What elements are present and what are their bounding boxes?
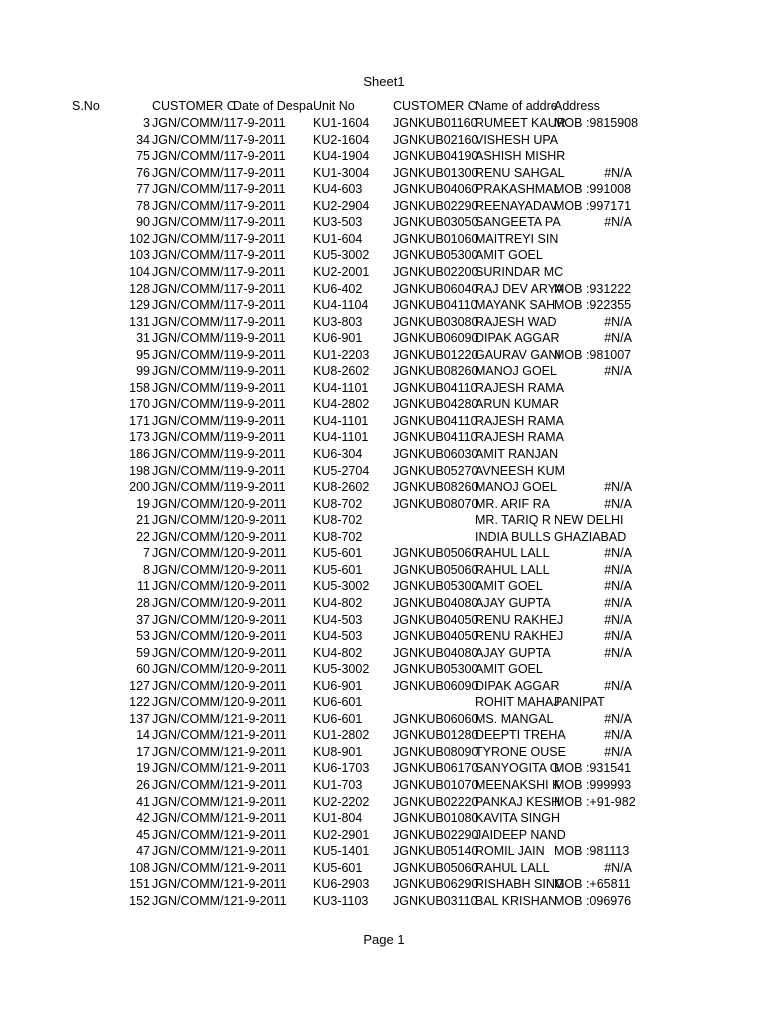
cell-customer-code: JGN/COMM/119-9-2011 xyxy=(152,397,286,412)
cell-sno: 170 xyxy=(129,397,150,412)
cell-sno: 173 xyxy=(129,430,150,445)
cell-sno: 151 xyxy=(129,877,150,892)
cell-unit-no: KU4-1104 xyxy=(313,298,369,313)
cell-name: RAJESH RAMA xyxy=(475,413,564,428)
cell-name: RAJESH RAMA xyxy=(475,380,564,395)
cell-sno: 45 xyxy=(136,827,150,842)
cell-sno: 102 xyxy=(129,231,150,246)
cell-customer-code: JGN/COMM/117-9-2011 xyxy=(152,132,286,147)
cell-sno: 131 xyxy=(129,314,150,329)
cell-name: GAURAV GANI xyxy=(475,347,561,362)
cell-sno: 59 xyxy=(136,645,150,660)
cell-address: MOB :922355 xyxy=(554,298,632,313)
cell-unit-no: KU4-503 xyxy=(313,629,363,644)
cell-unit-no: KU6-901 xyxy=(313,331,363,346)
cell-sno: 103 xyxy=(129,248,150,263)
cell-customer-code-2: JGNKUB03080 xyxy=(393,314,479,329)
cell-address: MOB :991008 xyxy=(554,182,632,197)
cell-sno: 152 xyxy=(129,893,150,908)
cell-customer-code-2: JGNKUB01060 xyxy=(393,231,479,246)
cell-address: #N/A xyxy=(604,215,632,230)
header-date-of-despatch: Date of Despa xyxy=(233,99,313,113)
cell-name: MANOJ GOEL xyxy=(475,364,557,379)
cell-address: MOB :931541 xyxy=(554,761,632,776)
cell-customer-code-2: JGNKUB04080 xyxy=(393,595,479,610)
cell-name: INDIA BULLS xyxy=(475,529,551,544)
cell-customer-code: JGN/COMM/119-9-2011 xyxy=(152,463,286,478)
cell-customer-code-2: JGNKUB06290 xyxy=(393,877,479,892)
cell-unit-no: KU5-601 xyxy=(313,546,363,561)
cell-customer-code-2: JGNKUB04050 xyxy=(393,612,479,627)
cell-customer-code: JGN/COMM/117-9-2011 xyxy=(152,298,286,313)
cell-customer-code-2: JGNKUB01220 xyxy=(393,347,479,362)
cell-customer-code: JGN/COMM/121-9-2011 xyxy=(152,877,287,892)
cell-sno: 19 xyxy=(136,496,150,511)
cell-customer-code: JGN/COMM/119-9-2011 xyxy=(152,447,286,461)
cell-name: ARUN KUMAR xyxy=(475,397,560,412)
cell-unit-no: KU6-1703 xyxy=(313,761,370,776)
cell-sno: 198 xyxy=(129,463,150,478)
cell-customer-code: JGN/COMM/119-9-2011 xyxy=(152,331,286,346)
cell-address: #N/A xyxy=(604,165,632,180)
cell-unit-no: KU1-804 xyxy=(313,811,363,826)
header-name-of-addressee: Name of addre xyxy=(475,99,558,113)
cell-unit-no: KU5-3002 xyxy=(313,662,370,677)
cell-address: #N/A xyxy=(604,579,632,594)
cell-name: RAJ DEV ARYA xyxy=(475,281,564,296)
page-number: Page 1 xyxy=(363,932,405,947)
cell-address: #N/A xyxy=(604,678,632,693)
cell-unit-no: KU8-2602 xyxy=(313,480,370,495)
cell-unit-no: KU4-2802 xyxy=(313,397,370,412)
cell-unit-no: KU4-1101 xyxy=(313,430,369,445)
cell-customer-code-2: JGNKUB08260 xyxy=(393,364,479,379)
cell-unit-no: KU1-703 xyxy=(313,778,363,792)
cell-address: MOB :9815908 xyxy=(554,116,639,130)
cell-sno: 78 xyxy=(136,198,150,213)
cell-customer-code: JGN/COMM/117-9-2011 xyxy=(152,314,286,329)
cell-address: #N/A xyxy=(604,744,632,759)
cell-name: DEEPTI TREHA xyxy=(475,728,566,743)
cell-sno: 31 xyxy=(136,331,150,346)
cell-customer-code-2: JGNKUB05300 xyxy=(393,579,479,594)
cell-sno: 104 xyxy=(129,264,150,279)
cell-name: RAHUL LALL xyxy=(475,860,550,875)
cell-name: TYRONE OUSE xyxy=(475,744,566,759)
cell-customer-code-2: JGNKUB08090 xyxy=(393,744,479,759)
cell-customer-code-2: JGNKUB04190 xyxy=(393,149,479,164)
cell-name: MR. TARIQ R xyxy=(475,513,551,528)
cell-address: #N/A xyxy=(604,314,632,329)
cell-customer-code-2: JGNKUB01070 xyxy=(393,778,479,792)
cell-unit-no: KU6-601 xyxy=(313,695,363,710)
cell-sno: 28 xyxy=(136,595,150,610)
cell-customer-code: JGN/COMM/119-9-2011 xyxy=(152,480,286,495)
cell-unit-no: KU5-3002 xyxy=(313,248,370,263)
cell-customer-code-2: JGNKUB05300 xyxy=(393,662,479,677)
cell-customer-code: JGN/COMM/120-9-2011 xyxy=(152,645,287,660)
cell-sno: 41 xyxy=(136,794,150,809)
cell-customer-code-2: JGNKUB02200 xyxy=(393,264,479,279)
cell-name: SANYOGITA G xyxy=(475,761,560,776)
cell-customer-code-2: JGNKUB05140 xyxy=(393,844,479,859)
cell-address: #N/A xyxy=(604,562,632,577)
cell-unit-no: KU5-601 xyxy=(313,860,363,875)
cell-name: AVNEESH KUM xyxy=(475,463,566,478)
cell-name: AJAY GUPTA xyxy=(475,645,551,660)
cell-name: AMIT GOEL xyxy=(475,248,543,263)
cell-name: MAYANK SAH xyxy=(475,298,556,313)
cell-unit-no: KU3-803 xyxy=(313,314,363,329)
cell-name: RAHUL LALL xyxy=(475,546,550,561)
header-customer-code-2: CUSTOMER C xyxy=(393,99,477,113)
cell-customer-code: JGN/COMM/120-9-2011 xyxy=(152,579,287,594)
cell-sno: 99 xyxy=(136,364,150,379)
cell-customer-code-2: JGNKUB05270 xyxy=(393,463,479,478)
cell-address: MOB :999993 xyxy=(554,778,632,792)
cell-address: #N/A xyxy=(604,496,632,511)
cell-customer-code: JGN/COMM/120-9-2011 xyxy=(152,562,287,577)
cell-address: MOB :+65811 xyxy=(554,877,631,892)
cell-customer-code: JGN/COMM/117-9-2011 xyxy=(152,248,286,263)
cell-name: MEENAKSHI K xyxy=(475,778,561,792)
cell-sno: 34 xyxy=(136,132,150,147)
cell-unit-no: KU2-2904 xyxy=(313,198,370,213)
cell-unit-no: KU5-3002 xyxy=(313,579,370,594)
cell-unit-no: KU3-503 xyxy=(313,215,363,230)
cell-customer-code-2: JGNKUB04060 xyxy=(393,182,479,197)
cell-name: REENAYADAV xyxy=(475,198,558,213)
cell-customer-code-2: JGNKUB06040 xyxy=(393,281,479,296)
cell-address: MOB :997171 xyxy=(554,198,632,213)
sheet-title: Sheet1 xyxy=(363,74,405,89)
cell-sno: 137 xyxy=(129,711,150,726)
cell-sno: 75 xyxy=(136,149,150,164)
cell-name: RAHUL LALL xyxy=(475,562,550,577)
cell-unit-no: KU1-2802 xyxy=(313,728,370,743)
cell-address: #N/A xyxy=(604,645,632,660)
cell-address: #N/A xyxy=(604,364,632,379)
cell-sno: 14 xyxy=(136,728,150,743)
cell-sno: 129 xyxy=(129,298,150,313)
cell-customer-code-2: JGNKUB02290 xyxy=(393,827,479,842)
cell-name: SURINDAR MC xyxy=(475,264,564,279)
cell-unit-no: KU4-503 xyxy=(313,612,363,627)
cell-name: DIPAK AGGAR xyxy=(475,331,560,346)
cell-address: #N/A xyxy=(604,711,632,726)
cell-unit-no: KU2-1604 xyxy=(313,132,370,147)
cell-customer-code: JGN/COMM/119-9-2011 xyxy=(152,430,286,445)
cell-name: RAJESH WAD xyxy=(475,314,557,329)
cell-customer-code-2: JGNKUB01280 xyxy=(393,728,479,743)
cell-name: MAITREYI SIN xyxy=(475,231,559,246)
cell-customer-code-2: JGNKUB06170 xyxy=(393,761,479,776)
cell-address: GHAZIABAD xyxy=(554,529,627,544)
cell-name: PANKAJ KESH xyxy=(475,794,561,809)
cell-customer-code: JGN/COMM/120-9-2011 xyxy=(152,595,287,610)
cell-customer-code-2: JGNKUB03050 xyxy=(393,215,479,230)
cell-customer-code-2: JGNKUB06090 xyxy=(393,331,479,346)
cell-sno: 76 xyxy=(136,165,150,180)
cell-customer-code-2: JGNKUB06060 xyxy=(393,711,479,726)
cell-name: ASHISH MISHR xyxy=(475,149,566,164)
cell-unit-no: KU4-1101 xyxy=(313,413,369,428)
cell-customer-code-2: JGNKUB04280 xyxy=(393,397,479,412)
cell-sno: 21 xyxy=(136,513,150,528)
cell-address: NEW DELHI xyxy=(554,513,624,528)
cell-customer-code: JGN/COMM/121-9-2011 xyxy=(152,794,287,809)
cell-customer-code: JGN/COMM/117-9-2011 xyxy=(152,165,286,180)
cell-name: VISHESH UPA xyxy=(475,132,559,147)
cell-customer-code: JGN/COMM/117-9-2011 xyxy=(152,182,286,197)
cell-address: #N/A xyxy=(604,728,632,743)
cell-name: AJAY GUPTA xyxy=(475,595,551,610)
cell-customer-code-2: JGNKUB02290 xyxy=(393,198,479,213)
cell-unit-no: KU8-702 xyxy=(313,496,363,511)
cell-unit-no: KU4-802 xyxy=(313,645,363,660)
cell-customer-code: JGN/COMM/117-9-2011 xyxy=(152,281,286,296)
cell-address: MOB :931222 xyxy=(554,281,632,296)
cell-customer-code-2: JGNKUB02160 xyxy=(393,132,479,147)
cell-unit-no: KU6-601 xyxy=(313,711,363,726)
cell-sno: 11 xyxy=(137,579,150,594)
cell-unit-no: KU1-2203 xyxy=(313,347,370,362)
cell-address: MOB :096976 xyxy=(554,893,632,908)
cell-unit-no: KU1-604 xyxy=(313,231,363,246)
cell-customer-code-2: JGNKUB08260 xyxy=(393,480,479,495)
cell-customer-code: JGN/COMM/117-9-2011 xyxy=(152,264,286,279)
cell-name: RENU RAKHEJ xyxy=(475,612,564,627)
cell-name: RENU RAKHEJ xyxy=(475,629,564,644)
cell-unit-no: KU8-2602 xyxy=(313,364,370,379)
cell-customer-code: JGN/COMM/117-9-2011 xyxy=(152,149,286,164)
cell-customer-code: JGN/COMM/120-9-2011 xyxy=(152,529,287,544)
cell-unit-no: KU4-603 xyxy=(313,182,363,197)
cell-customer-code-2: JGNKUB04110 xyxy=(393,380,478,395)
cell-unit-no: KU1-3004 xyxy=(313,165,370,180)
cell-customer-code-2: JGNKUB01160 xyxy=(393,116,478,130)
cell-address: MOB :981007 xyxy=(554,347,632,362)
cell-customer-code: JGN/COMM/117-9-2011 xyxy=(152,116,286,130)
header-unit-no: Unit No xyxy=(313,99,355,113)
cell-unit-no: KU8-702 xyxy=(313,513,363,528)
cell-sno: 42 xyxy=(136,811,150,826)
cell-unit-no: KU4-802 xyxy=(313,595,363,610)
cell-sno: 37 xyxy=(136,612,150,627)
cell-customer-code-2: JGNKUB05060 xyxy=(393,546,479,561)
cell-sno: 3 xyxy=(143,116,150,130)
cell-sno: 53 xyxy=(136,629,150,644)
cell-sno: 186 xyxy=(129,447,150,461)
cell-customer-code: JGN/COMM/120-9-2011 xyxy=(152,612,287,627)
cell-sno: 127 xyxy=(129,678,150,693)
cell-address: #N/A xyxy=(604,480,632,495)
cell-unit-no: KU3-1103 xyxy=(313,893,369,908)
cell-customer-code: JGN/COMM/121-9-2011 xyxy=(152,893,287,908)
cell-address: MOB :+91-982 xyxy=(554,794,636,809)
cell-customer-code-2: JGNKUB04050 xyxy=(393,629,479,644)
cell-name: JAIDEEP NAND xyxy=(475,827,566,842)
cell-customer-code: JGN/COMM/120-9-2011 xyxy=(152,496,287,511)
cell-address: #N/A xyxy=(604,331,632,346)
cell-unit-no: KU4-1101 xyxy=(313,380,369,395)
cell-name: KAVITA SINGH xyxy=(475,811,560,826)
cell-customer-code: JGN/COMM/121-9-2011 xyxy=(152,761,287,776)
cell-customer-code: JGN/COMM/121-9-2011 xyxy=(152,827,287,842)
cell-customer-code: JGN/COMM/119-9-2011 xyxy=(152,364,286,379)
cell-sno: 7 xyxy=(143,546,150,561)
cell-customer-code-2: JGNKUB01080 xyxy=(393,811,479,826)
cell-sno: 122 xyxy=(129,695,150,710)
cell-address: #N/A xyxy=(604,629,632,644)
cell-name: MS. MANGAL xyxy=(475,711,554,726)
cell-sno: 108 xyxy=(129,860,150,875)
cell-address: #N/A xyxy=(604,595,632,610)
cell-address: #N/A xyxy=(604,612,632,627)
cell-name: AMIT RANJAN xyxy=(475,447,559,461)
cell-customer-code: JGN/COMM/121-9-2011 xyxy=(152,744,287,759)
cell-customer-code: JGN/COMM/117-9-2011 xyxy=(152,215,286,230)
cell-address: MOB :981113 xyxy=(554,844,630,859)
cell-customer-code-2: JGNKUB06030 xyxy=(393,447,479,461)
cell-sno: 171 xyxy=(129,413,150,428)
cell-customer-code-2: JGNKUB05060 xyxy=(393,562,479,577)
cell-name: AMIT GOEL xyxy=(475,662,543,677)
cell-customer-code-2: JGNKUB03110 xyxy=(393,893,478,908)
cell-unit-no: KU2-2901 xyxy=(313,827,370,842)
cell-sno: 47 xyxy=(136,844,150,859)
cell-customer-code-2: JGNKUB05060 xyxy=(393,860,479,875)
cell-sno: 26 xyxy=(136,778,150,792)
cell-name: SANGEETA PA xyxy=(475,215,561,230)
cell-unit-no: KU6-901 xyxy=(313,678,363,693)
cell-customer-code-2: JGNKUB04110 xyxy=(393,298,478,313)
cell-sno: 128 xyxy=(129,281,150,296)
cell-name: DIPAK AGGAR xyxy=(475,678,560,693)
cell-customer-code: JGN/COMM/121-9-2011 xyxy=(152,711,287,726)
cell-unit-no: KU5-601 xyxy=(313,562,363,577)
cell-customer-code: JGN/COMM/119-9-2011 xyxy=(152,380,286,395)
cell-unit-no: KU6-2903 xyxy=(313,877,370,892)
cell-address: #N/A xyxy=(604,860,632,875)
cell-sno: 200 xyxy=(129,480,150,495)
cell-name: RENU SAHGAL xyxy=(475,165,565,180)
cell-unit-no: KU8-702 xyxy=(313,529,363,544)
header-address: Address xyxy=(554,99,600,113)
cell-unit-no: KU6-402 xyxy=(313,281,363,296)
cell-customer-code: JGN/COMM/117-9-2011 xyxy=(152,231,286,246)
cell-name: ROHIT MAHAJ xyxy=(475,695,560,710)
cell-unit-no: KU4-1904 xyxy=(313,149,370,164)
cell-name: AMIT GOEL xyxy=(475,579,543,594)
cell-sno: 90 xyxy=(136,215,150,230)
cell-customer-code: JGN/COMM/121-9-2011 xyxy=(152,728,287,743)
cell-unit-no: KU1-1604 xyxy=(313,116,370,130)
cell-unit-no: KU2-2001 xyxy=(313,264,370,279)
cell-customer-code: JGN/COMM/120-9-2011 xyxy=(152,513,287,528)
cell-name: RUMEET KAUR xyxy=(475,116,566,130)
cell-customer-code: JGN/COMM/120-9-2011 xyxy=(152,678,287,693)
cell-customer-code-2: JGNKUB04080 xyxy=(393,645,479,660)
cell-unit-no: KU2-2202 xyxy=(313,794,370,809)
cell-sno: 77 xyxy=(136,182,150,197)
cell-unit-no: KU8-901 xyxy=(313,744,363,759)
cell-customer-code-2: JGNKUB01300 xyxy=(393,165,479,180)
cell-name: PRAKASHMAL xyxy=(475,182,561,197)
cell-customer-code-2: JGNKUB05300 xyxy=(393,248,479,263)
cell-sno: 8 xyxy=(143,562,150,577)
cell-address: PANIPAT xyxy=(554,695,605,710)
cell-customer-code: JGN/COMM/117-9-2011 xyxy=(152,198,286,213)
cell-customer-code: JGN/COMM/121-9-2011 xyxy=(152,860,287,875)
cell-customer-code: JGN/COMM/121-9-2011 xyxy=(152,778,287,792)
cell-unit-no: KU5-2704 xyxy=(313,463,370,478)
cell-sno: 19 xyxy=(136,761,150,776)
header-sno: S.No xyxy=(72,99,100,113)
cell-name: MR. ARIF RA xyxy=(475,496,551,511)
cell-unit-no: KU5-1401 xyxy=(313,844,370,859)
cell-address: #N/A xyxy=(604,546,632,561)
header-customer-code: CUSTOMER C xyxy=(152,99,236,113)
cell-customer-code: JGN/COMM/120-9-2011 xyxy=(152,629,287,644)
cell-sno: 158 xyxy=(129,380,150,395)
cell-customer-code-2: JGNKUB06090 xyxy=(393,678,479,693)
cell-customer-code: JGN/COMM/120-9-2011 xyxy=(152,695,287,710)
cell-customer-code: JGN/COMM/119-9-2011 xyxy=(152,347,286,362)
cell-customer-code-2: JGNKUB04110 xyxy=(393,430,478,445)
cell-customer-code: JGN/COMM/119-9-2011 xyxy=(152,413,286,428)
cell-sno: 60 xyxy=(136,662,150,677)
cell-sno: 95 xyxy=(136,347,150,362)
cell-customer-code-2: JGNKUB08070 xyxy=(393,496,479,511)
cell-sno: 17 xyxy=(136,744,150,759)
cell-customer-code: JGN/COMM/120-9-2011 xyxy=(152,662,287,677)
cell-unit-no: KU6-304 xyxy=(313,447,363,461)
cell-name: RAJESH RAMA xyxy=(475,430,564,445)
cell-name: RISHABH SING xyxy=(475,877,565,892)
cell-customer-code-2: JGNKUB04110 xyxy=(393,413,478,428)
cell-name: MANOJ GOEL xyxy=(475,480,557,495)
cell-customer-code: JGN/COMM/121-9-2011 xyxy=(152,811,287,826)
cell-name: BAL KRISHAN xyxy=(475,893,558,908)
cell-customer-code: JGN/COMM/120-9-2011 xyxy=(152,546,287,561)
cell-name: ROMIL JAIN xyxy=(475,844,545,859)
cell-sno: 22 xyxy=(136,529,150,544)
cell-customer-code: JGN/COMM/121-9-2011 xyxy=(152,844,287,859)
cell-customer-code-2: JGNKUB02220 xyxy=(393,794,479,809)
